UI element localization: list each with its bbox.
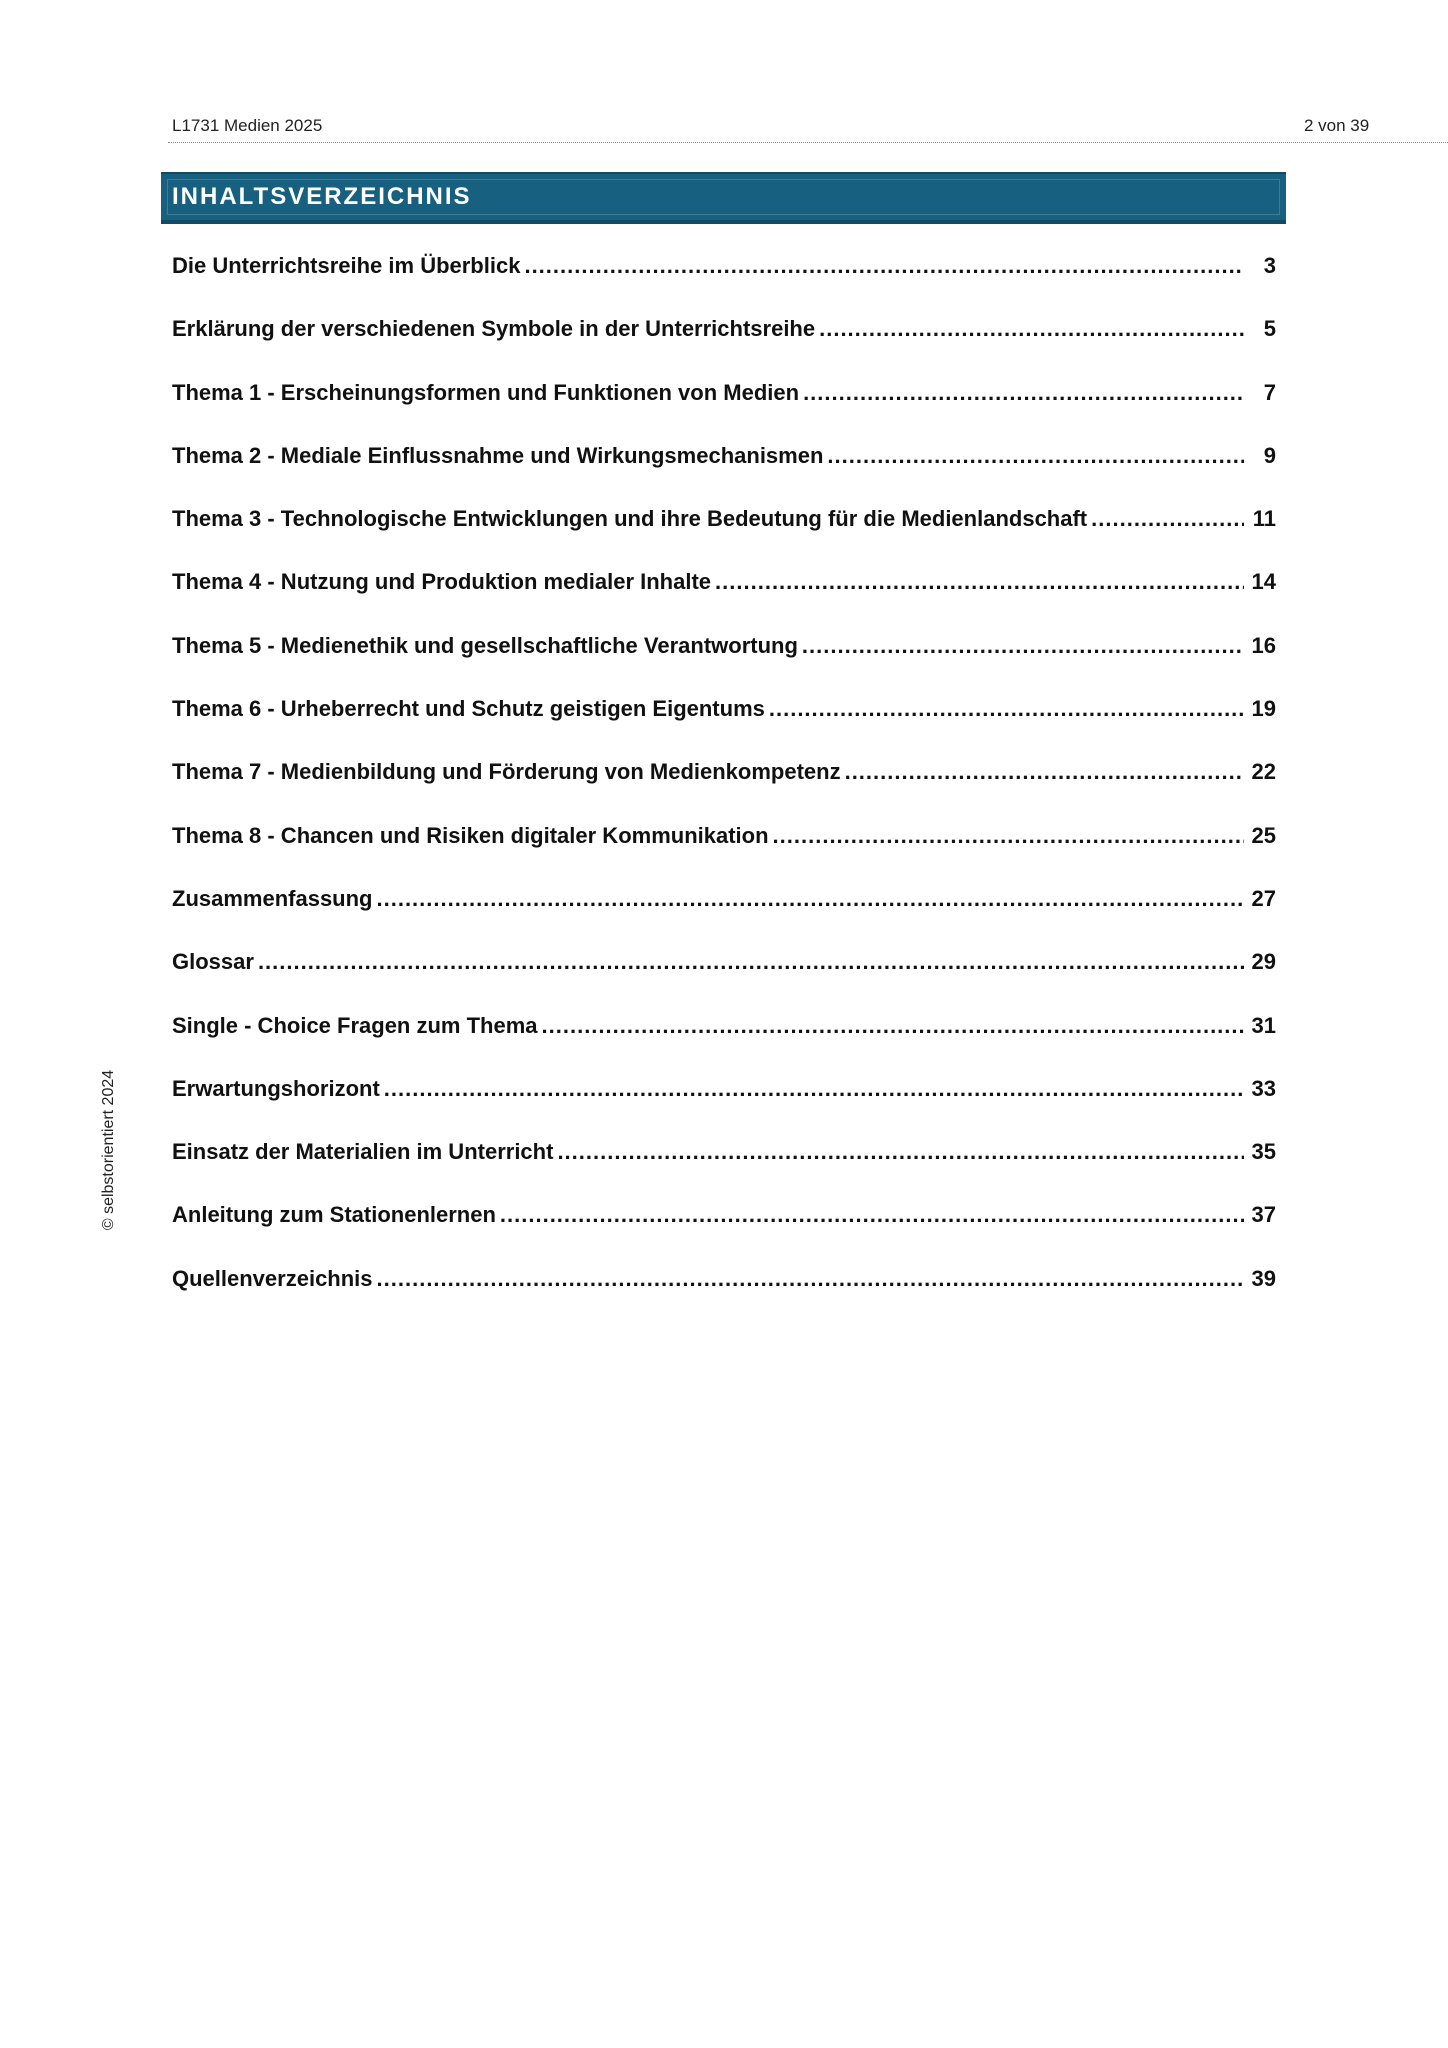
toc-entry-label: Anleitung zum Stationenlernen <box>172 1202 496 1228</box>
toc-dot-leader <box>802 633 1244 659</box>
toc-entry-page: 37 <box>1251 1202 1276 1228</box>
toc-entry[interactable] <box>172 886 1276 949</box>
toc-dot-leader <box>557 1139 1244 1165</box>
toc-entry-label: Glossar <box>172 949 254 975</box>
toc-entry[interactable] <box>172 1076 1276 1139</box>
toc-entry-page: 33 <box>1251 1075 1276 1101</box>
toc-entry-page: 9 <box>1263 442 1276 468</box>
document-id: L1731 Medien 2025 <box>172 116 323 135</box>
toc-dot-leader <box>258 949 1244 975</box>
toc-title: INHALTSVERZEICHNIS <box>172 183 472 210</box>
toc-dot-leader <box>384 1076 1244 1102</box>
toc-entry-page: 29 <box>1251 949 1276 975</box>
toc-entry-label: Thema 3 - Technologische Entwicklungen und ihre Bedeutung für die Medienlandschaft <box>172 506 1088 532</box>
toc-entry-label: Thema 5 - Medienethik und gesellschaftliche Verantwortung <box>172 632 798 658</box>
toc-entry[interactable] <box>172 569 1276 632</box>
toc-dot-leader <box>773 823 1244 849</box>
toc-entry-label: Thema 1 - Erscheinungsformen und Funktionen von Medien <box>172 379 800 405</box>
toc-entry[interactable] <box>172 1139 1276 1202</box>
toc-entry-label: Thema 6 - Urheberrecht und Schutz geistigen Eigentums <box>172 696 765 722</box>
toc-entry[interactable] <box>172 506 1276 569</box>
toc-entry-page: 19 <box>1251 696 1276 722</box>
toc-entry-label: Erklärung der verschiedenen Symbole in der Unterrichtsreihe <box>172 316 816 342</box>
toc-entry-label: Single - Choice Fragen zum Thema <box>172 1012 538 1038</box>
toc-entry[interactable] <box>172 759 1276 822</box>
toc-entry-label: Einsatz der Materialien im Unterricht <box>172 1139 554 1165</box>
toc-entry[interactable] <box>172 633 1276 696</box>
toc-dot-leader <box>377 1266 1244 1292</box>
toc-entry[interactable] <box>172 1266 1276 1329</box>
toc-entry-label: Thema 7 - Medienbildung und Förderung von Medienkompetenz <box>172 759 841 785</box>
toc-dot-leader <box>803 380 1244 406</box>
toc-entry-page: 16 <box>1251 632 1276 658</box>
toc-entry-page: 22 <box>1251 759 1276 785</box>
toc-entry[interactable] <box>172 380 1276 443</box>
toc-dot-leader <box>524 253 1244 279</box>
toc-entry-label: Thema 2 - Mediale Einflussnahme und Wirkungsmechanismen <box>172 442 824 468</box>
toc-entry-page: 7 <box>1263 379 1276 405</box>
toc-entry-label: Quellenverzeichnis <box>172 1265 373 1291</box>
toc-entry[interactable] <box>172 1013 1276 1076</box>
toc-dot-leader <box>845 759 1244 785</box>
toc-entry-page: 27 <box>1251 885 1276 911</box>
toc-entry[interactable] <box>172 253 1276 316</box>
toc-dot-leader <box>715 569 1244 595</box>
toc-entry-page: 3 <box>1263 253 1276 278</box>
toc-entry[interactable] <box>172 1202 1276 1265</box>
toc-dot-leader <box>542 1013 1244 1039</box>
toc-entry[interactable] <box>172 316 1276 379</box>
toc-dot-leader <box>377 886 1245 912</box>
toc-entry[interactable] <box>172 696 1276 759</box>
toc-dot-leader <box>819 316 1244 342</box>
toc-entry-page: 5 <box>1263 316 1276 342</box>
toc-entry-page: 35 <box>1251 1139 1276 1165</box>
toc-entry-page: 25 <box>1251 822 1276 848</box>
toc-entry[interactable] <box>172 823 1276 886</box>
toc-heading-banner <box>161 172 1286 224</box>
toc-entry-page: 39 <box>1251 1265 1276 1291</box>
toc-entry[interactable] <box>172 949 1276 1012</box>
toc-entry-label: Die Unterrichtsreihe im Überblick <box>172 253 521 278</box>
toc-dot-leader <box>827 443 1244 469</box>
page-header <box>168 114 1448 143</box>
toc-entry-label: Zusammenfassung <box>172 885 373 911</box>
toc-dot-leader <box>500 1202 1244 1228</box>
toc-entry-page: 31 <box>1251 1012 1276 1038</box>
toc-entry-label: Thema 4 - Nutzung und Produktion medialer Inhalte <box>172 569 712 595</box>
toc-entry-label: Thema 8 - Chancen und Risiken digitaler Kommunikation <box>172 822 769 848</box>
toc-entry[interactable] <box>172 443 1276 506</box>
toc-entry-page: 14 <box>1251 569 1276 595</box>
page-number: 2 von 39 <box>1304 116 1370 135</box>
toc-entry-label: Erwartungshorizont <box>172 1075 380 1101</box>
toc-dot-leader <box>769 696 1244 722</box>
toc-list <box>172 253 1276 1329</box>
toc-dot-leader <box>1091 506 1244 532</box>
copyright-text: © selbstorientiert 2024 <box>100 1069 117 1231</box>
toc-entry-page: 11 <box>1252 506 1276 532</box>
